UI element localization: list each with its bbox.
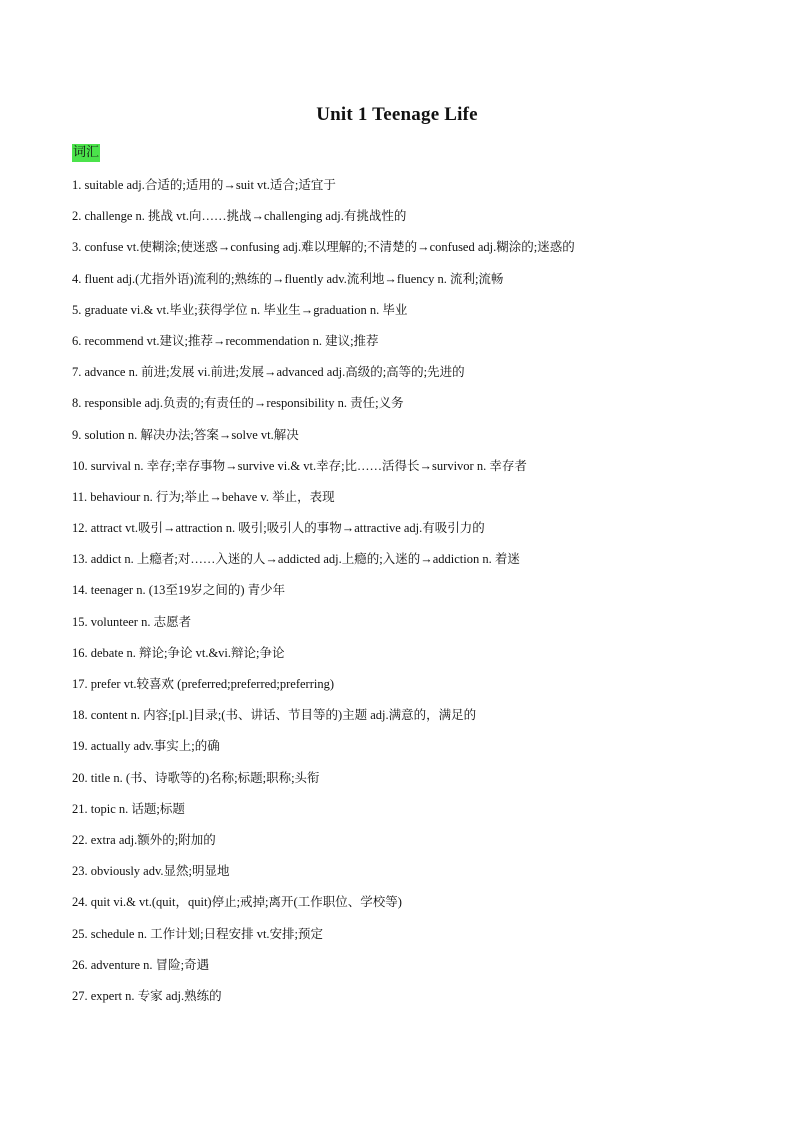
vocab-item: 1. suitable adj.合适的;适用的→suit vt.适合;适宜于 (72, 178, 336, 192)
vocab-item: 22. extra adj.额外的;附加的 (72, 832, 216, 847)
vocab-item: 11. behaviour n. 行为;举止→behave v. 举止，表现 (72, 489, 335, 504)
vocab-item: 3. confuse vt.使糊涂;使迷惑→confusing adj.难以理解的;不清楚的→confused adj.糊涂的;迷惑的 (72, 240, 575, 255)
vocab-item: 16. debate n. 辩论;争论 vt.&vi.辩论;争论 (72, 645, 285, 660)
vocab-item: 21. topic n. 话题;标题 (72, 801, 185, 816)
vocab-item: 10. survival n. 幸存;幸存事物→survive vi.& vt.幸存;比……活得长→survivor n. 幸存者 (72, 458, 527, 473)
vocab-item: 15. volunteer n. 志愿者 (72, 614, 192, 629)
vocab-item: 23. obviously adv.显然;明显地 (72, 864, 230, 879)
vocab-item: 14. teenager n. (13至19岁之间的) 青少年 (72, 583, 286, 598)
vocab-item: 27. expert n. 专家 adj.熟练的 (72, 988, 222, 1003)
vocab-item: 20. title n. (书、诗歌等的)名称;标题;职称;头衔 (72, 770, 320, 785)
vocab-item: 26. adventure n. 冒险;奇遇 (72, 957, 210, 972)
vocab-item: 6. recommend vt.建议;推荐→recommendation n. 建议;推荐 (72, 333, 379, 348)
section-label: 词汇 (73, 145, 100, 160)
vocab-item: 8. responsible adj.负责的;有责任的→responsibility n. 责任;义务 (72, 396, 404, 411)
vocab-item: 7. advance n. 前进;发展 vi.前进;发展→advanced adj.高级的;高等的;先进的 (72, 365, 465, 380)
vocab-item: 13. addict n. 上瘾者;对……入迷的人→addicted adj.上瘾的;入迷的→addiction n. 着迷 (72, 552, 520, 567)
vocab-list (72, 176, 772, 1018)
vocab-item: 4. fluent adj.(尤指外语)流利的;熟练的→fluently adv.流利地→fluency n. 流利;流畅 (72, 271, 504, 286)
vocab-item: 25. schedule n. 工作计划;日程安排 vt.安排;预定 (72, 926, 324, 941)
vocab-item: 18. content n. 内容;[pl.]目录;(书、讲话、节目等的)主题 adj.满意的，满足的 (72, 708, 477, 723)
vocab-item: 5. graduate vi.& vt.毕业;获得学位 n. 毕业生→graduation n. 毕业 (72, 302, 408, 317)
vocab-item: 2. challenge n. 挑战 vt.向……挑战→challenging adj.有挑战性的 (72, 209, 407, 224)
vocab-item: 9. solution n. 解决办法;答案→solve vt.解决 (72, 427, 299, 442)
vocab-item: 19. actually adv.事实上;的确 (72, 739, 220, 754)
vocab-item: 17. prefer vt.较喜欢 (preferred;preferred;preferring) (72, 677, 335, 691)
page-title: Unit 1 Teenage Life (316, 104, 478, 125)
vocab-item: 24. quit vi.& vt.(quit，quit)停止;戒掉;离开(工作职位、学校等) (72, 895, 402, 910)
vocab-item: 12. attract vt.吸引→attraction n. 吸引;吸引人的事物→attractive adj.有吸引力的 (72, 521, 485, 536)
